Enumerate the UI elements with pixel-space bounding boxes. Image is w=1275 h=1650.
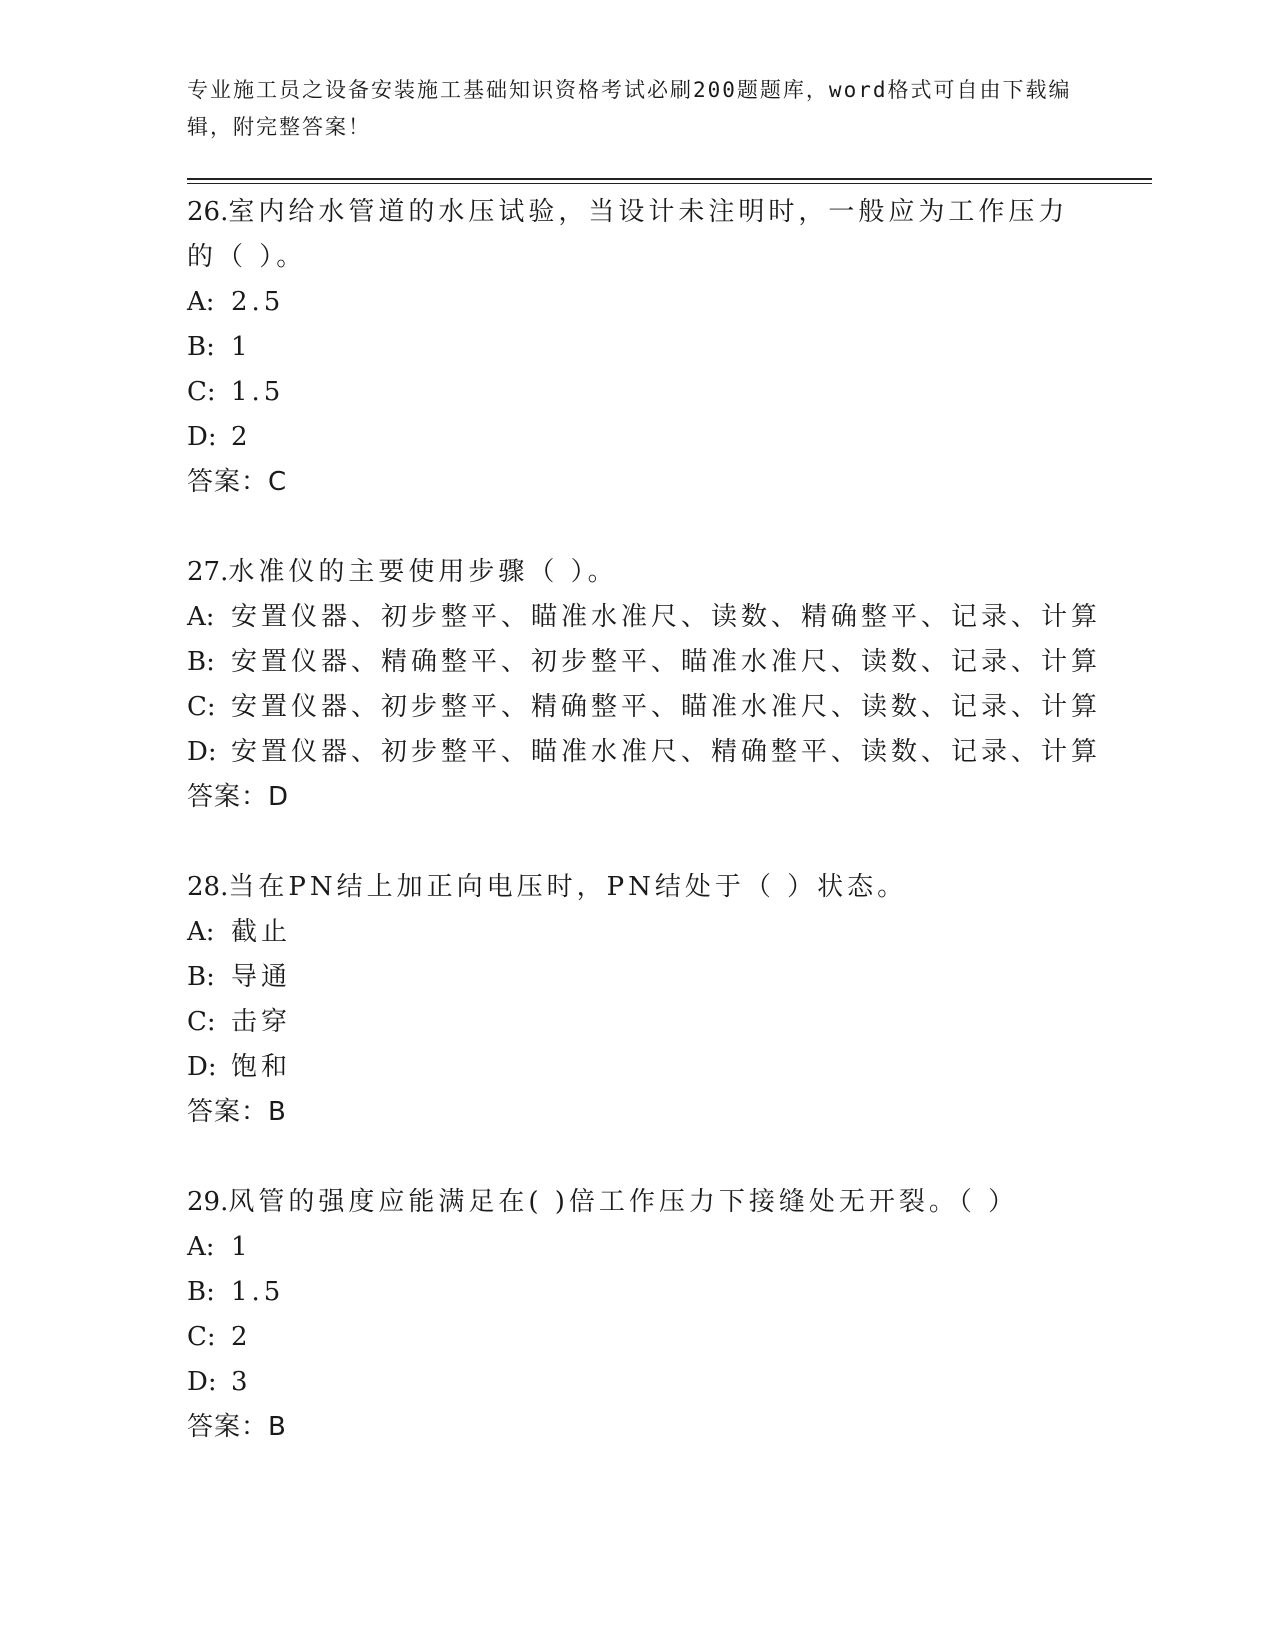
question-number: 27. <box>187 557 229 587</box>
question-number: 29. <box>187 1187 229 1217</box>
option-a <box>187 595 1102 640</box>
option-c <box>187 1315 1087 1360</box>
option-letter: D: <box>187 1367 217 1397</box>
option-a <box>187 910 1087 955</box>
option-letter: C: <box>187 692 216 722</box>
option-letter: D: <box>187 1052 217 1082</box>
option-a <box>187 1225 1087 1270</box>
option-d <box>187 730 1102 775</box>
option-text: 3 <box>231 1367 252 1397</box>
option-c <box>187 370 1087 415</box>
option-d <box>187 415 1087 460</box>
option-b <box>187 325 1087 370</box>
question-text <box>187 1180 1087 1225</box>
option-letter: A: <box>187 917 215 947</box>
option-text: 2 <box>231 1322 252 1352</box>
option-c <box>187 685 1102 730</box>
question-body: 风管的强度应能满足在( )倍工作压力下接缝处无开裂。（ ） <box>228 1187 1019 1217</box>
option-letter: B: <box>187 1277 215 1307</box>
question-text <box>187 550 1087 595</box>
option-letter: B: <box>187 332 215 362</box>
option-a <box>187 280 1087 325</box>
option-text: 饱和 <box>231 1052 292 1082</box>
document-header: 专业施工员之设备安装施工基础知识资格考试必刷200题题库，word格式可自由下载编辑，附完整答案！ <box>187 78 1072 139</box>
option-letter: A: <box>187 287 215 317</box>
option-letter: C: <box>187 377 216 407</box>
answer-line: 答案：B <box>187 1412 287 1442</box>
question-number: 26. <box>187 197 229 227</box>
option-d <box>187 1360 1087 1405</box>
option-text: 安置仪器、精确整平、初步整平、瞄准水准尺、读数、记录、计算 <box>231 647 1102 677</box>
answer-line: 答案：D <box>187 782 290 812</box>
option-text: 1 <box>231 332 252 362</box>
question-26 <box>187 190 1087 505</box>
question-body: 当在PN结上加正向电压时，PN结处于（ ）状态。 <box>228 872 908 902</box>
option-letter: C: <box>187 1007 216 1037</box>
option-d <box>187 1045 1087 1090</box>
option-letter: D: <box>187 422 217 452</box>
option-letter: B: <box>187 647 215 677</box>
option-text: 导通 <box>231 962 292 992</box>
option-letter: A: <box>187 602 215 632</box>
option-text: 截止 <box>231 917 292 947</box>
question-29 <box>187 1180 1087 1450</box>
option-b <box>187 1270 1087 1315</box>
question-text <box>187 865 1087 910</box>
option-text: 安置仪器、初步整平、精确整平、瞄准水准尺、读数、记录、计算 <box>231 692 1102 722</box>
question-body: 室内给水管道的水压试验，当设计未注明时，一般应为工作压力的（ ）。 <box>187 197 1069 272</box>
answer-line: 答案：C <box>187 467 288 497</box>
option-letter: C: <box>187 1322 216 1352</box>
option-text: 2.5 <box>231 287 285 317</box>
answer-line: 答案：B <box>187 1097 287 1127</box>
question-28 <box>187 865 1087 1135</box>
question-27 <box>187 550 1102 820</box>
option-letter: B: <box>187 962 215 992</box>
option-text: 1.5 <box>231 377 285 407</box>
option-letter: A: <box>187 1232 215 1262</box>
question-text <box>187 190 1087 280</box>
option-b <box>187 640 1102 685</box>
question-list <box>187 190 1102 1495</box>
header-divider-thick <box>187 178 1152 180</box>
option-letter: D: <box>187 737 217 767</box>
question-number: 28. <box>187 872 229 902</box>
option-text: 1 <box>231 1232 252 1262</box>
header-divider-thin <box>187 183 1152 184</box>
option-text: 安置仪器、初步整平、瞄准水准尺、读数、精确整平、记录、计算 <box>231 602 1102 632</box>
option-text: 击穿 <box>231 1007 292 1037</box>
option-text: 安置仪器、初步整平、瞄准水准尺、精确整平、读数、记录、计算 <box>231 737 1102 767</box>
option-text: 1.5 <box>231 1277 285 1307</box>
question-body: 水准仪的主要使用步骤（ ）。 <box>228 557 618 587</box>
option-b <box>187 955 1087 1000</box>
option-c <box>187 1000 1087 1045</box>
option-text: 2 <box>231 422 252 452</box>
